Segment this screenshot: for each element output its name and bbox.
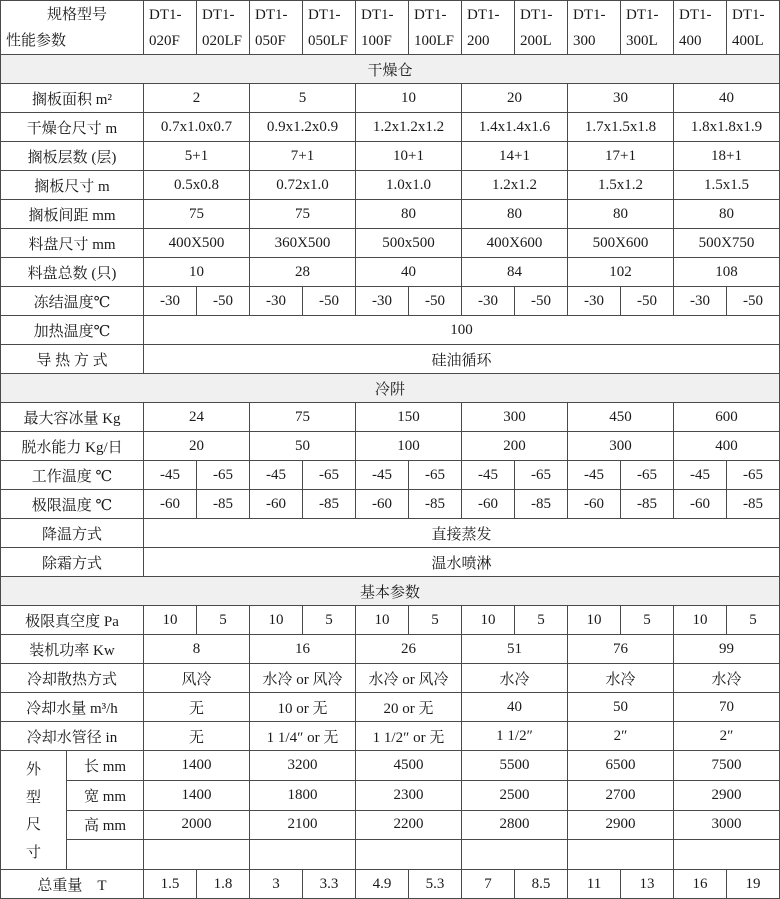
value-cell: -65 xyxy=(197,461,250,490)
value-cell xyxy=(144,840,250,870)
model-prefix: DT1- xyxy=(626,6,659,23)
value-cell: 2800 xyxy=(462,810,568,840)
value-cell: 500x500 xyxy=(356,229,462,258)
value-cell: 1.5x1.5 xyxy=(674,171,780,200)
section-title: 干燥仓 xyxy=(1,55,780,84)
row-label xyxy=(67,840,144,870)
model-header-cell xyxy=(568,1,621,55)
model-prefix: DT1- xyxy=(573,6,606,23)
table-header-row xyxy=(1,1,780,55)
model-prefix: DT1- xyxy=(149,6,182,23)
value-cell: 1400 xyxy=(144,780,250,810)
value-cell: 5 xyxy=(727,606,780,635)
table-row xyxy=(1,548,780,577)
value-cell: -85 xyxy=(409,490,462,519)
value-cell: 2900 xyxy=(674,780,780,810)
model-prefix: DT1- xyxy=(361,6,394,23)
model-prefix: DT1- xyxy=(308,6,341,23)
value-cell: 70 xyxy=(674,693,780,722)
model-suffix: 400L xyxy=(732,32,764,49)
section-title: 冷阱 xyxy=(1,374,780,403)
value-cell-merged: 直接蒸发 xyxy=(144,519,780,548)
value-cell: 1.2x1.2x1.2 xyxy=(356,113,462,142)
row-label: 料盘尺寸 mm xyxy=(1,229,144,258)
value-cell: 10 or 无 xyxy=(250,693,356,722)
value-cell: -85 xyxy=(303,490,356,519)
model-header-cell xyxy=(303,1,356,55)
value-cell: 2700 xyxy=(568,780,674,810)
value-cell: 1 1/2″ or 无 xyxy=(356,722,462,751)
value-cell: -45 xyxy=(568,461,621,490)
value-cell: -30 xyxy=(144,287,197,316)
value-cell: 1.5 xyxy=(144,870,197,899)
table-row xyxy=(1,113,780,142)
model-suffix: 020F xyxy=(149,32,180,49)
value-cell: 11 xyxy=(568,870,621,899)
dim-label-char: 外 xyxy=(25,762,41,778)
value-cell: 51 xyxy=(462,635,568,664)
value-cell: 0.9x1.2x0.9 xyxy=(250,113,356,142)
row-label: 降温方式 xyxy=(1,519,144,548)
table-row xyxy=(1,519,780,548)
value-cell: -30 xyxy=(356,287,409,316)
value-cell: 5 xyxy=(250,84,356,113)
value-cell: 4.9 xyxy=(356,870,409,899)
model-suffix: 020LF xyxy=(202,32,243,49)
row-label: 装机功率 Kw xyxy=(1,635,144,664)
value-cell: 1.5x1.2 xyxy=(568,171,674,200)
value-cell: 5500 xyxy=(462,751,568,781)
value-cell: 450 xyxy=(568,403,674,432)
model-suffix: 300 xyxy=(573,32,596,49)
value-cell: 2″ xyxy=(568,722,674,751)
dim-label-char: 寸 xyxy=(25,844,41,861)
value-cell: 3200 xyxy=(250,751,356,781)
table-row xyxy=(1,606,780,635)
value-cell: -60 xyxy=(674,490,727,519)
value-cell: 2100 xyxy=(250,810,356,840)
value-cell: 19 xyxy=(727,870,780,899)
model-suffix: 100F xyxy=(361,32,392,49)
model-suffix: 050F xyxy=(255,32,286,49)
value-cell: -85 xyxy=(515,490,568,519)
spec-table-body xyxy=(1,1,780,899)
value-cell: -65 xyxy=(621,461,674,490)
corner-header-bottom-label: 性能参数 xyxy=(6,33,67,49)
value-cell: -85 xyxy=(621,490,674,519)
value-cell: 2″ xyxy=(674,722,780,751)
value-cell: 75 xyxy=(250,200,356,229)
value-cell: 13 xyxy=(621,870,674,899)
value-cell: 水冷 or 风冷 xyxy=(356,664,462,693)
value-cell: 1.8 xyxy=(197,870,250,899)
model-suffix: 400 xyxy=(679,32,702,49)
model-header-cell xyxy=(144,1,197,55)
value-cell: 1800 xyxy=(250,780,356,810)
model-header-cell xyxy=(621,1,674,55)
value-cell: 2500 xyxy=(462,780,568,810)
value-cell: -65 xyxy=(409,461,462,490)
row-label: 搁板尺寸 m xyxy=(1,171,144,200)
value-cell: 0.5x0.8 xyxy=(144,171,250,200)
value-cell: 水冷 or 风冷 xyxy=(250,664,356,693)
value-cell: 10 xyxy=(144,606,197,635)
table-row xyxy=(1,403,780,432)
model-header-cell xyxy=(197,1,250,55)
value-cell: -45 xyxy=(462,461,515,490)
value-cell: 1 1/4″ or 无 xyxy=(250,722,356,751)
value-cell: -30 xyxy=(462,287,515,316)
value-cell: -60 xyxy=(462,490,515,519)
value-cell: 600 xyxy=(674,403,780,432)
table-row xyxy=(1,870,780,899)
model-prefix: DT1- xyxy=(732,6,765,23)
value-cell: -50 xyxy=(727,287,780,316)
row-label: 总重量 T xyxy=(1,870,144,899)
value-cell: 8.5 xyxy=(515,870,568,899)
table-row xyxy=(1,258,780,287)
table-row xyxy=(1,722,780,751)
value-cell: 40 xyxy=(674,84,780,113)
value-cell: 水冷 xyxy=(568,664,674,693)
dimensions-group-label xyxy=(1,751,67,870)
model-prefix: DT1- xyxy=(414,6,447,23)
value-cell: -45 xyxy=(674,461,727,490)
value-cell: 20 xyxy=(144,432,250,461)
value-cell: -50 xyxy=(515,287,568,316)
value-cell: 300 xyxy=(568,432,674,461)
value-cell xyxy=(250,840,356,870)
value-cell: 1.0x1.0 xyxy=(356,171,462,200)
value-cell: 18+1 xyxy=(674,142,780,171)
value-cell: 10 xyxy=(462,606,515,635)
value-cell: 水冷 xyxy=(674,664,780,693)
value-cell-merged: 硅油循环 xyxy=(144,345,780,374)
section-title: 基本参数 xyxy=(1,577,780,606)
table-row xyxy=(1,432,780,461)
value-cell: 10 xyxy=(356,84,462,113)
value-cell: 5 xyxy=(409,606,462,635)
value-cell: 2000 xyxy=(144,810,250,840)
table-row xyxy=(1,840,780,870)
value-cell: 84 xyxy=(462,258,568,287)
model-prefix: DT1- xyxy=(202,6,235,23)
row-label: 搁板面积 m² xyxy=(1,84,144,113)
value-cell-merged: 温水喷淋 xyxy=(144,548,780,577)
value-cell: 80 xyxy=(462,200,568,229)
value-cell: -50 xyxy=(197,287,250,316)
value-cell: 1400 xyxy=(144,751,250,781)
model-header-cell xyxy=(462,1,515,55)
row-label: 极限温度 ℃ xyxy=(1,490,144,519)
model-header-cell xyxy=(674,1,727,55)
table-row xyxy=(1,142,780,171)
table-row xyxy=(1,751,780,781)
value-cell: -65 xyxy=(303,461,356,490)
value-cell: -30 xyxy=(674,287,727,316)
value-cell: 0.72x1.0 xyxy=(250,171,356,200)
model-prefix: DT1- xyxy=(467,6,500,23)
value-cell: 30 xyxy=(568,84,674,113)
value-cell: 16 xyxy=(674,870,727,899)
value-cell: 3 xyxy=(250,870,303,899)
value-cell: 2 xyxy=(144,84,250,113)
table-row xyxy=(1,345,780,374)
value-cell: 10 xyxy=(250,606,303,635)
value-cell: 26 xyxy=(356,635,462,664)
row-label: 脱水能力 Kg/日 xyxy=(1,432,144,461)
section-header-row xyxy=(1,374,780,403)
value-cell: 1.2x1.2 xyxy=(462,171,568,200)
model-suffix: 050LF xyxy=(308,32,349,49)
value-cell: 无 xyxy=(144,693,250,722)
section-header-row xyxy=(1,577,780,606)
table-row xyxy=(1,316,780,345)
model-header-cell xyxy=(409,1,462,55)
value-cell xyxy=(462,840,568,870)
row-label: 搁板层数 (层) xyxy=(1,142,144,171)
value-cell: 10 xyxy=(356,606,409,635)
value-cell: -60 xyxy=(568,490,621,519)
value-cell: 400X600 xyxy=(462,229,568,258)
value-cell: 500X600 xyxy=(568,229,674,258)
row-label: 料盘总数 (只) xyxy=(1,258,144,287)
dim-label-char: 尺 xyxy=(25,817,41,834)
value-cell: -30 xyxy=(250,287,303,316)
model-suffix: 200L xyxy=(520,32,552,49)
table-row xyxy=(1,780,780,810)
corner-header xyxy=(1,1,144,55)
row-label: 高 mm xyxy=(67,810,144,840)
value-cell: -30 xyxy=(568,287,621,316)
value-cell: 400X500 xyxy=(144,229,250,258)
value-cell: 108 xyxy=(674,258,780,287)
value-cell: 500X750 xyxy=(674,229,780,258)
value-cell: 75 xyxy=(144,200,250,229)
value-cell: 400 xyxy=(674,432,780,461)
value-cell: 10 xyxy=(674,606,727,635)
section-header-row xyxy=(1,55,780,84)
value-cell: 5 xyxy=(515,606,568,635)
table-row xyxy=(1,229,780,258)
value-cell: 16 xyxy=(250,635,356,664)
value-cell: 1.4x1.4x1.6 xyxy=(462,113,568,142)
row-label: 加热温度℃ xyxy=(1,316,144,345)
table-row xyxy=(1,171,780,200)
value-cell: 76 xyxy=(568,635,674,664)
value-cell: 200 xyxy=(462,432,568,461)
model-suffix: 300L xyxy=(626,32,658,49)
value-cell: 10+1 xyxy=(356,142,462,171)
value-cell xyxy=(674,840,780,870)
value-cell: 28 xyxy=(250,258,356,287)
value-cell: 80 xyxy=(674,200,780,229)
value-cell: 5 xyxy=(197,606,250,635)
value-cell: 1 1/2″ xyxy=(462,722,568,751)
value-cell xyxy=(356,840,462,870)
value-cell: 10 xyxy=(568,606,621,635)
row-label: 导 热 方 式 xyxy=(1,345,144,374)
value-cell: 0.7x1.0x0.7 xyxy=(144,113,250,142)
table-row xyxy=(1,490,780,519)
corner-header-top-label: 规格型号 xyxy=(47,7,108,23)
model-header-cell xyxy=(727,1,780,55)
model-header-cell xyxy=(250,1,303,55)
dim-label-char: 型 xyxy=(25,789,41,806)
value-cell: -45 xyxy=(356,461,409,490)
value-cell: 40 xyxy=(462,693,568,722)
value-cell xyxy=(568,840,674,870)
model-header-cell xyxy=(356,1,409,55)
value-cell: 102 xyxy=(568,258,674,287)
table-row xyxy=(1,461,780,490)
value-cell: 3000 xyxy=(674,810,780,840)
value-cell: 75 xyxy=(250,403,356,432)
table-row xyxy=(1,635,780,664)
value-cell: 2900 xyxy=(568,810,674,840)
row-label: 宽 mm xyxy=(67,780,144,810)
value-cell: -65 xyxy=(727,461,780,490)
table-row xyxy=(1,84,780,113)
model-prefix: DT1- xyxy=(679,6,712,23)
value-cell: 360X500 xyxy=(250,229,356,258)
value-cell: 99 xyxy=(674,635,780,664)
value-cell: -85 xyxy=(197,490,250,519)
row-label: 最大容冰量 Kg xyxy=(1,403,144,432)
dimensions-group-label-text xyxy=(1,751,66,869)
value-cell: 150 xyxy=(356,403,462,432)
value-cell: 7 xyxy=(462,870,515,899)
value-cell: -65 xyxy=(515,461,568,490)
value-cell: -50 xyxy=(409,287,462,316)
value-cell: 17+1 xyxy=(568,142,674,171)
value-cell: 20 or 无 xyxy=(356,693,462,722)
value-cell: 2300 xyxy=(356,780,462,810)
row-label: 冷却散热方式 xyxy=(1,664,144,693)
value-cell: 80 xyxy=(356,200,462,229)
value-cell: 3.3 xyxy=(303,870,356,899)
value-cell: 50 xyxy=(250,432,356,461)
value-cell: 无 xyxy=(144,722,250,751)
row-label: 工作温度 ℃ xyxy=(1,461,144,490)
model-suffix: 200 xyxy=(467,32,490,49)
value-cell: -60 xyxy=(356,490,409,519)
value-cell: 2200 xyxy=(356,810,462,840)
value-cell: -85 xyxy=(727,490,780,519)
value-cell: 7500 xyxy=(674,751,780,781)
value-cell: -50 xyxy=(621,287,674,316)
row-label: 除霜方式 xyxy=(1,548,144,577)
row-label: 搁板间距 mm xyxy=(1,200,144,229)
value-cell: 50 xyxy=(568,693,674,722)
row-label: 极限真空度 Pa xyxy=(1,606,144,635)
row-label: 冷却水管径 in xyxy=(1,722,144,751)
value-cell: 7+1 xyxy=(250,142,356,171)
value-cell: -60 xyxy=(144,490,197,519)
value-cell: -45 xyxy=(250,461,303,490)
model-header-cell xyxy=(515,1,568,55)
value-cell: 5 xyxy=(303,606,356,635)
value-cell: 风冷 xyxy=(144,664,250,693)
table-row xyxy=(1,810,780,840)
value-cell: 300 xyxy=(462,403,568,432)
row-label: 冷却水量 m³/h xyxy=(1,693,144,722)
value-cell: -45 xyxy=(144,461,197,490)
row-label: 冻结温度℃ xyxy=(1,287,144,316)
value-cell: 20 xyxy=(462,84,568,113)
value-cell: 水冷 xyxy=(462,664,568,693)
model-prefix: DT1- xyxy=(520,6,553,23)
value-cell: 1.7x1.5x1.8 xyxy=(568,113,674,142)
row-label: 长 mm xyxy=(67,751,144,781)
value-cell: 14+1 xyxy=(462,142,568,171)
value-cell: 100 xyxy=(356,432,462,461)
table-row xyxy=(1,287,780,316)
value-cell: 6500 xyxy=(568,751,674,781)
value-cell: 10 xyxy=(144,258,250,287)
value-cell: 1.8x1.8x1.9 xyxy=(674,113,780,142)
value-cell: 5 xyxy=(621,606,674,635)
value-cell: 8 xyxy=(144,635,250,664)
value-cell-merged: 100 xyxy=(144,316,780,345)
table-row xyxy=(1,200,780,229)
value-cell: 40 xyxy=(356,258,462,287)
value-cell: -50 xyxy=(303,287,356,316)
table-row xyxy=(1,693,780,722)
model-suffix: 100LF xyxy=(414,32,455,49)
value-cell: 80 xyxy=(568,200,674,229)
table-row xyxy=(1,664,780,693)
value-cell: 5+1 xyxy=(144,142,250,171)
model-prefix: DT1- xyxy=(255,6,288,23)
value-cell: 5.3 xyxy=(409,870,462,899)
value-cell: -60 xyxy=(250,490,303,519)
value-cell: 24 xyxy=(144,403,250,432)
row-label: 干燥仓尺寸 m xyxy=(1,113,144,142)
value-cell: 4500 xyxy=(356,751,462,781)
